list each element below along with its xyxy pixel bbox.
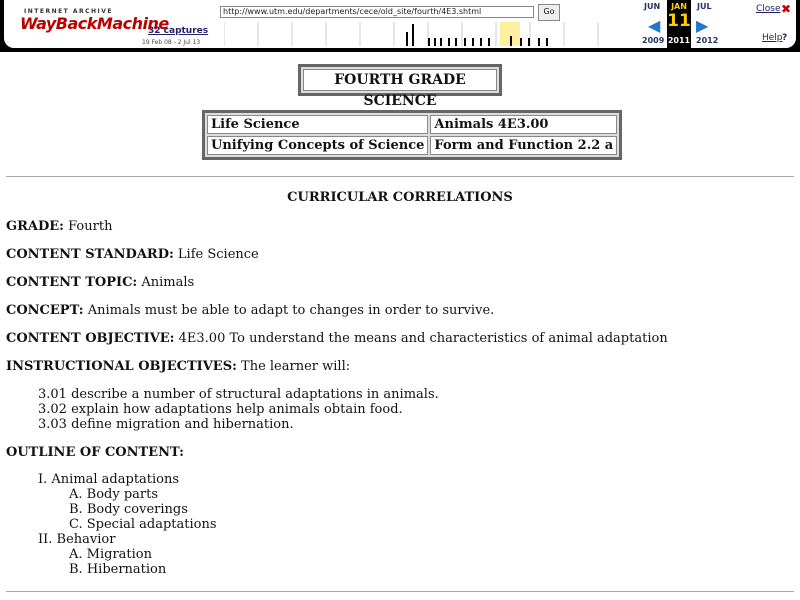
- correlation-table: [202, 110, 622, 160]
- outline-subitem: C. Special adaptations: [69, 517, 217, 532]
- outline-line: [6, 445, 184, 460]
- current-capture-date: [667, 0, 691, 48]
- objective-line: [6, 331, 668, 346]
- sparkline-bar: [538, 38, 540, 46]
- sparkline-bar: [510, 36, 512, 46]
- sparkline-bar: [448, 38, 450, 46]
- captures-link[interactable]: 32 captures: [148, 26, 209, 36]
- outline-label: OUTLINE OF CONTENT:: [6, 445, 184, 460]
- table-row: [207, 115, 617, 134]
- wayback-toolbar: [0, 0, 800, 52]
- outline-subitem: A. Migration: [69, 547, 152, 562]
- go-button[interactable]: Go: [538, 4, 560, 21]
- outline-subitem: B. Hibernation: [69, 562, 167, 577]
- list-item: 3.03 define migration and hibernation.: [38, 417, 294, 432]
- table-row: [207, 136, 617, 155]
- topic-value: Animals: [141, 275, 195, 290]
- standard-label: CONTENT STANDARD:: [6, 247, 174, 262]
- sparkline-bars: [406, 24, 548, 46]
- topic-line: [6, 275, 194, 290]
- prev-year-label[interactable]: 2009: [642, 36, 665, 45]
- prev-month-label[interactable]: JUN: [644, 2, 661, 11]
- current-year: 2011: [667, 36, 691, 45]
- sparkline-bar: [472, 38, 474, 46]
- objectives-list: [38, 387, 439, 432]
- list-item: 3.01 describe a number of structural adaptations in animals.: [38, 387, 439, 402]
- url-input[interactable]: http://www.utm.edu/departments/cece/old_site/fourth/4E3.shtml: [220, 6, 534, 18]
- wayback-logo[interactable]: WayBackMachine: [20, 14, 169, 33]
- next-arrow-icon[interactable]: ▶: [696, 16, 709, 35]
- table-cell: Life Science: [207, 115, 428, 134]
- outline-subitem: B. Body coverings: [69, 502, 188, 517]
- sparkline-bar: [406, 32, 408, 46]
- standard-value: Life Science: [177, 247, 259, 262]
- current-day: 11: [667, 11, 691, 31]
- page-title: FOURTH GRADE SCIENCE: [303, 69, 497, 91]
- outline-list: [38, 472, 217, 577]
- close-link[interactable]: Close: [756, 4, 781, 14]
- wayback-toolbar-panel: [4, 0, 796, 48]
- concept-value: Animals must be able to adapt to changes in order to survive.: [87, 303, 495, 318]
- divider: [6, 176, 794, 177]
- instructional-label: INSTRUCTIONAL OBJECTIVES:: [6, 359, 237, 374]
- instructional-line: [6, 359, 350, 374]
- sparkline-bar: [546, 38, 548, 46]
- topic-label: CONTENT TOPIC:: [6, 275, 138, 290]
- sparkline-bar: [528, 38, 530, 46]
- sparkline-bar: [464, 38, 466, 46]
- table-cell: Form and Function 2.2 a: [430, 136, 617, 155]
- instructional-value: The learner will:: [241, 359, 351, 374]
- next-month-label[interactable]: JUL: [697, 2, 712, 11]
- sparkline-bar: [455, 38, 457, 46]
- bottom-divider: [6, 591, 794, 592]
- section-heading: CURRICULAR CORRELATIONS: [287, 190, 513, 205]
- capture-range: 19 Feb 08 - 2 Jul 13: [142, 39, 201, 46]
- standard-line: [6, 247, 259, 262]
- table-cell: Animals 4E3.00: [430, 115, 617, 134]
- outline-subitem: A. Body parts: [69, 487, 159, 502]
- current-month: JAN: [671, 2, 687, 11]
- outline-item: I. Animal adaptations: [38, 472, 180, 487]
- list-item: 3.02 explain how adaptations help animals obtain food.: [38, 402, 403, 417]
- help-icon[interactable]: ?: [782, 33, 788, 43]
- sparkline-bar: [434, 38, 436, 46]
- wayback-logo-caption: INTERNET ARCHIVE: [24, 8, 114, 15]
- sparkline-bar: [440, 38, 442, 46]
- sparkline-bar: [520, 38, 522, 46]
- sparkline-bar: [428, 38, 430, 46]
- objective-label: CONTENT OBJECTIVE:: [6, 331, 175, 346]
- grade-line: [6, 219, 112, 234]
- objective-value: 4E3.00 To understand the means and characteristics of animal adaptation: [178, 331, 668, 346]
- concept-label: CONCEPT:: [6, 303, 84, 318]
- outline-item: II. Behavior: [38, 532, 116, 547]
- table-cell: Unifying Concepts of Science: [207, 136, 428, 155]
- page-title-box: [298, 64, 502, 109]
- capture-sparkline[interactable]: [224, 22, 630, 46]
- grade-value: Fourth: [68, 219, 113, 234]
- sparkline-bar: [488, 38, 490, 46]
- next-year-label[interactable]: 2012: [696, 36, 719, 45]
- sparkline-bar: [412, 24, 414, 46]
- sparkline-ticks: [224, 22, 598, 46]
- sparkline-bar: [480, 38, 482, 46]
- help-link[interactable]: Help: [762, 33, 783, 43]
- close-icon[interactable]: ✖: [781, 2, 792, 16]
- prev-arrow-icon[interactable]: ◀: [648, 16, 661, 35]
- concept-line: [6, 303, 494, 318]
- grade-label: GRADE:: [6, 219, 64, 234]
